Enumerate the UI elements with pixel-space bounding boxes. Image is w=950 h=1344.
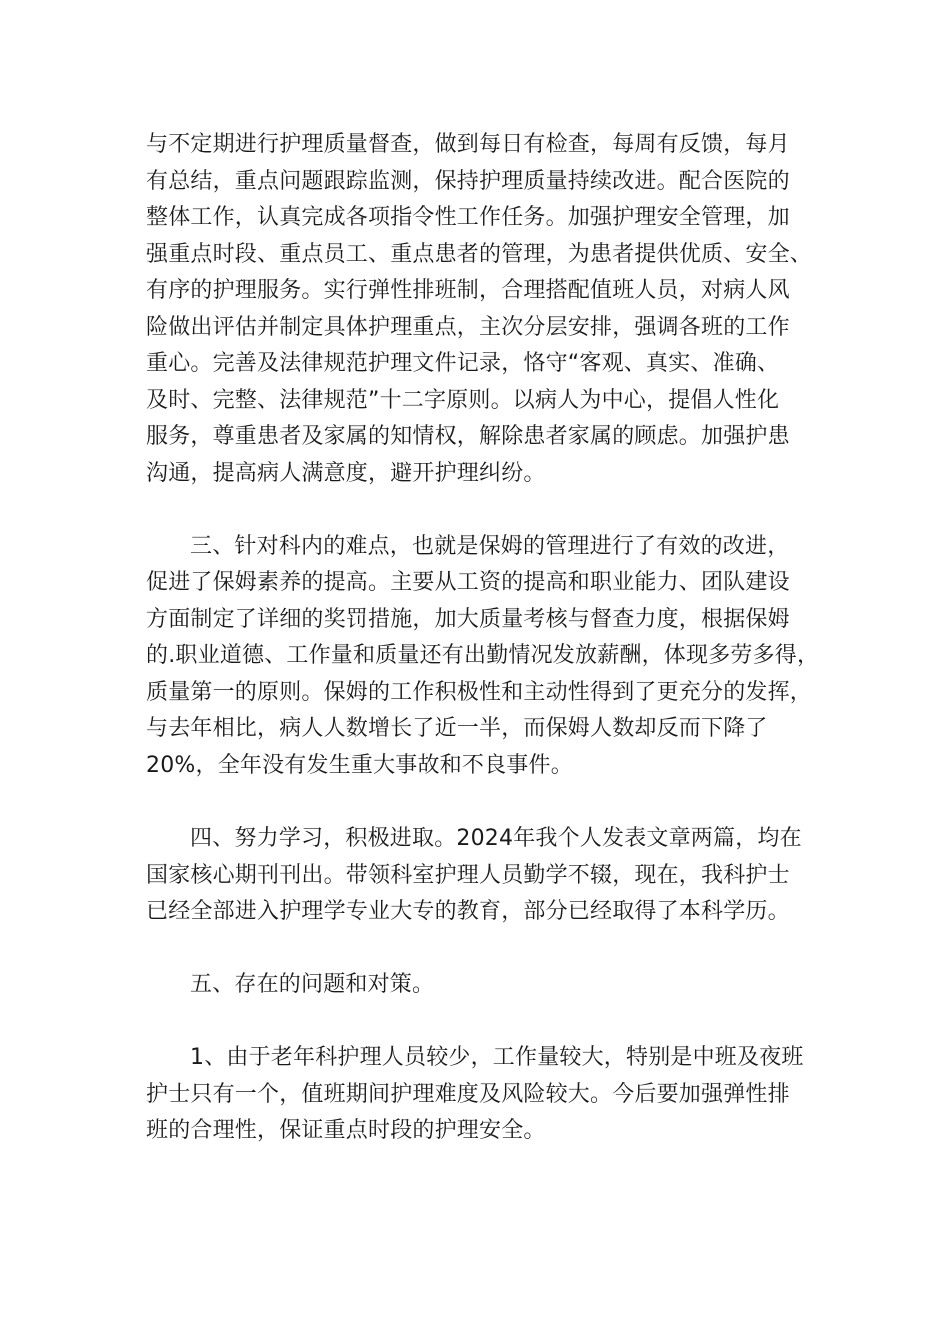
text-line: 服务，尊重患者及家属的知情权，解除患者家属的顾虑。加强护患 (146, 424, 790, 449)
text-line: 沟通，提高病人满意度，避开护理纠纷。 (146, 461, 546, 486)
text-line: 护士只有一个，值班期间护理难度及风险较大。今后要加强弹性排 (146, 1082, 790, 1107)
list-item-line: 1、由于老年科护理人员较少，工作量较大，特别是中班及夜班 (190, 1045, 804, 1070)
section-heading-line: 五、存在的问题和对策。 (190, 972, 435, 997)
text-line: 整体工作，认真完成各项指令性工作任务。加强护理安全管理，加 (146, 205, 790, 230)
text-line: 班的合理性，保证重点时段的护理安全。 (146, 1118, 546, 1143)
text-line: 方面制定了详细的奖罚措施，加大质量考核与督查力度，根据保姆 (146, 607, 790, 632)
text-line: 促进了保姆素养的提高。主要从工资的提高和职业能力、团队建设 (146, 570, 790, 595)
text-line: 20%，全年没有发生重大事故和不良事件。 (146, 753, 573, 778)
text-line: 险做出评估并制定具体护理重点，主次分层安排，强调各班的工作 (146, 315, 790, 340)
text-line: 的.职业道德、工作量和质量还有出勤情况发放薪酬，体现多劳多得， (146, 643, 820, 668)
text-line: 已经全部进入护理学专业大专的教育，部分已经取得了本科学历。 (146, 899, 790, 924)
section-heading-line: 四、努力学习，积极进取。2024年我个人发表文章两篇，均在 (190, 826, 802, 851)
text-line: 强重点时段、重点员工、重点患者的管理，为患者提供优质、安全、 (146, 242, 813, 267)
text-line: 及时、完整、法律规范”十二字原则。以病人为中心，提倡人性化 (146, 388, 780, 413)
text-line: 国家核心期刊刊出。带领科室护理人员勤学不辍，现在，我科护士 (146, 863, 790, 888)
text-line: 与去年相比，病人人数增长了近一半，而保姆人数却反而下降了 (146, 716, 768, 741)
text-line: 有总结，重点问题跟踪监测，保持护理质量持续改进。配合医院的 (146, 169, 790, 194)
text-line: 重心。完善及法律规范护理文件记录，恪守“客观、真实、准确、 (146, 351, 780, 376)
text-line: 与不定期进行护理质量督查，做到每日有检查，每周有反馈，每月 (146, 132, 790, 157)
text-line: 质量第一的原则。保姆的工作积极性和主动性得到了更充分的发挥， (146, 680, 813, 705)
text-line: 有序的护理服务。实行弹性排班制，合理搭配值班人员，对病人风 (146, 278, 790, 303)
section-heading-line: 三、针对科内的难点，也就是保姆的管理进行了有效的改进， (190, 534, 790, 559)
